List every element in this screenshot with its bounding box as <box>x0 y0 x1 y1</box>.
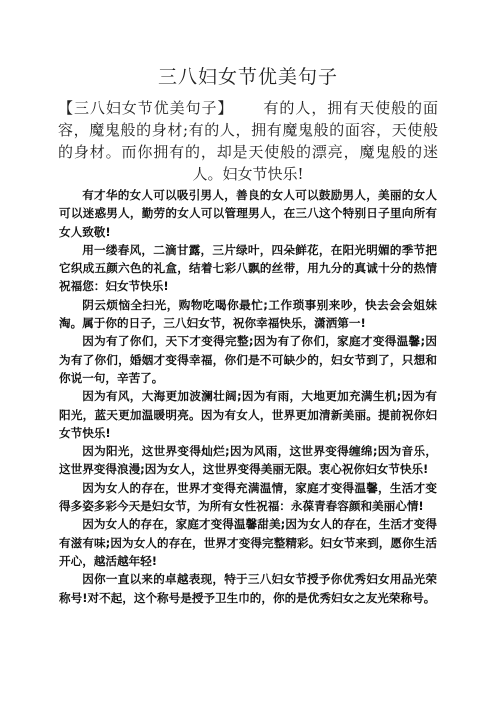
intro-paragraph <box>58 97 438 185</box>
paragraph: 因为有风，大海更加波澜壮阔;因为有雨，大地更加充满生机;因为有阳光，蓝天更加温暖明亮。因为有女人，世界更加清新美丽。提前祝你妇女节快乐! <box>59 389 437 440</box>
paragraph: 因为女人的存在，世界才变得充满温情，家庭才变得温馨，生活才变得多姿多彩今天是妇女节，为所有女性祝福：永葆青春容颜和美丽心情! <box>59 480 437 514</box>
document-title: 三八妇女节优美句子 <box>157 66 338 88</box>
paragraph: 因你一直以来的卓越表现，特于三八妇女节授予你优秀妇女用品光荣称号!对不起，这个称号是授予卫生巾的，你的是优秀妇女之友光荣称号。 <box>59 572 437 605</box>
intro-heading: 【三八妇女节优美句子】 <box>58 99 234 117</box>
paragraph: 用一缕春风，二滴甘露，三片绿叶，四朵鲜花，在阳光明媚的季节把它织成五颜六色的礼盒，结着七彩八飘的丝带，用九分的真诚十分的热情祝福您：妇女节快乐! <box>59 242 437 294</box>
paragraph: 有才华的女人可以吸引男人，善良的女人可以鼓励男人，美丽的女人可以迷惑男人，勤劳的女人可以管理男人，在三八这个特别日子里向所有女人致敬! <box>59 188 437 239</box>
paragraph: 阴云烦恼全扫光，购物吃喝你最忙;工作琐事别来吵，快去会会姐妹淘。属于你的日子，三八妇女节，祝你幸福快乐，潇洒第一! <box>59 297 437 331</box>
paragraph: 因为阳光，这世界变得灿烂;因为风雨，这世界变得缠绵;因为音乐，这世界变得浪漫;因为女人，这世界变得美丽无限。衷心祝你妇女节快乐! <box>59 444 437 477</box>
intro-text: 有的人，拥有天使般的面容，魔鬼般的身材;有的人，拥有魔鬼般的面容，天使般的身材。而你拥有的，却是天使般的漂亮，魔鬼般的迷人。妇女节快乐! <box>58 99 438 183</box>
paragraph: 因为有了你们，天下才变得完整;因为有了你们，家庭才变得温馨;因为有了你们，婚姻才变得幸福，你们是不可缺少的，妇女节到了，只想和你说一句，辛苦了。 <box>59 334 437 385</box>
body-text <box>59 186 437 607</box>
paragraph: 因为女人的存在，家庭才变得温馨甜美;因为女人的存在，生活才变得有滋有味;因为女人的存在，世界才变得完整精彩。妇女节来到，愿你生活开心，越活越年轻! <box>59 517 437 568</box>
